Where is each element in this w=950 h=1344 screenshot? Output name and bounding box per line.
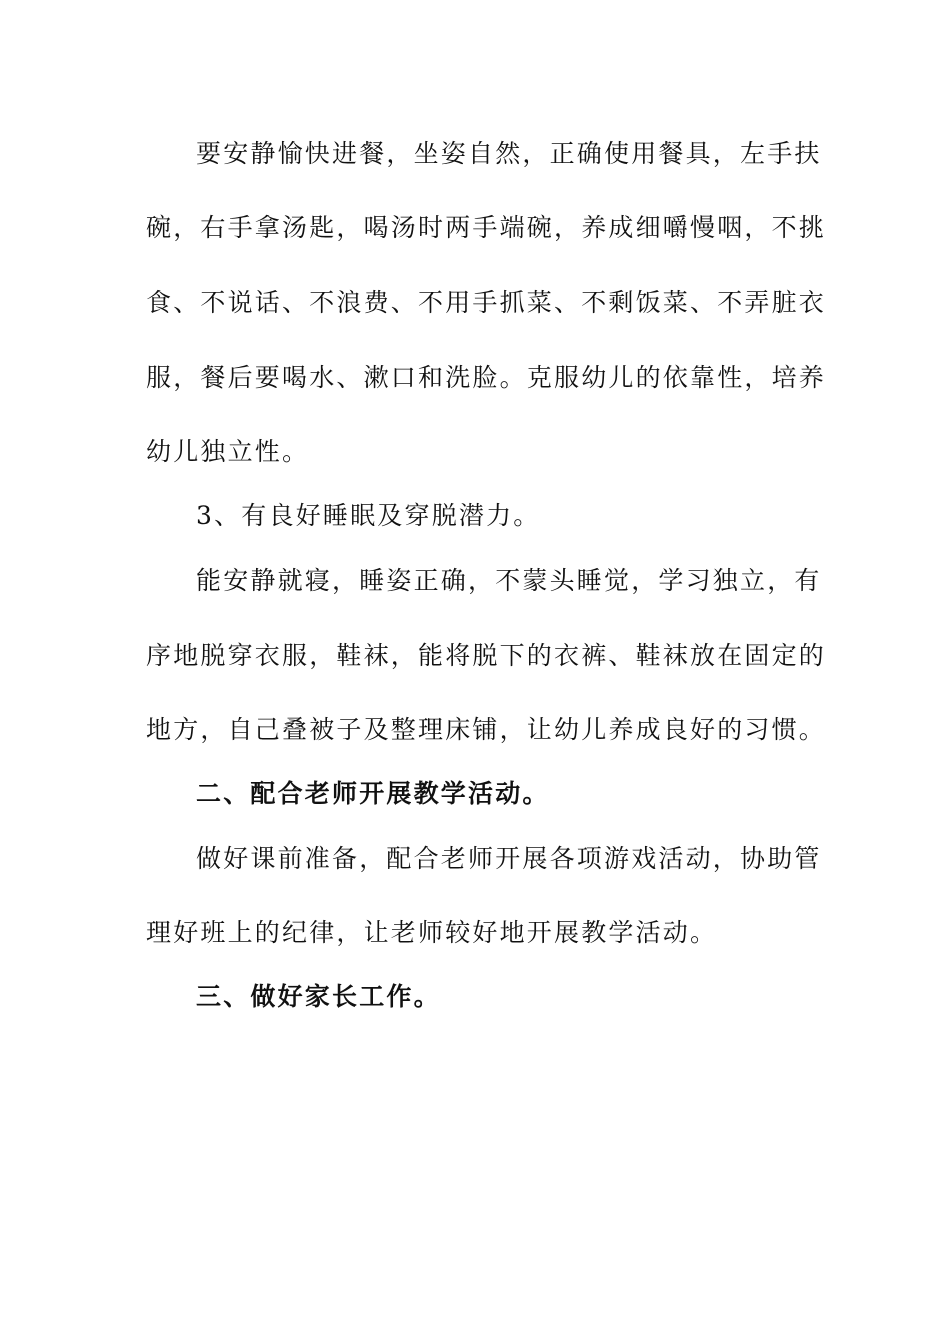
paragraph-line: 服，餐后要喝水、漱口和洗脸。克服幼儿的依靠性，培养 bbox=[146, 363, 827, 392]
paragraph-line: 幼儿独立性。 bbox=[146, 437, 310, 466]
paragraph-line: 要安静愉快进餐，坐姿自然，正确使用餐具，左手扶 bbox=[196, 139, 822, 168]
section-3-heading: 三、做好家长工作。 bbox=[196, 982, 441, 1011]
item-3-heading: 3、有良好睡眠及穿脱潜力。 bbox=[196, 501, 541, 530]
paragraph-line: 能安静就寝，睡姿正确，不蒙头睡觉，学习独立，有 bbox=[196, 566, 822, 595]
paragraph-line: 地方，自己叠被子及整理床铺，让幼儿养成良好的习惯。 bbox=[146, 715, 827, 744]
section-2-heading: 二、配合老师开展教学活动。 bbox=[196, 779, 550, 808]
paragraph-line: 碗，右手拿汤匙，喝汤时两手端碗，养成细嚼慢咽，不挑 bbox=[146, 213, 827, 242]
paragraph-line: 食、不说话、不浪费、不用手抓菜、不剩饭菜、不弄脏衣 bbox=[146, 288, 827, 317]
paragraph-line: 做好课前准备，配合老师开展各项游戏活动，协助管 bbox=[196, 844, 822, 873]
paragraph-line: 序地脱穿衣服，鞋袜，能将脱下的衣裤、鞋袜放在固定的 bbox=[146, 641, 827, 670]
paragraph-line: 理好班上的纪律，让老师较好地开展教学活动。 bbox=[146, 918, 718, 947]
